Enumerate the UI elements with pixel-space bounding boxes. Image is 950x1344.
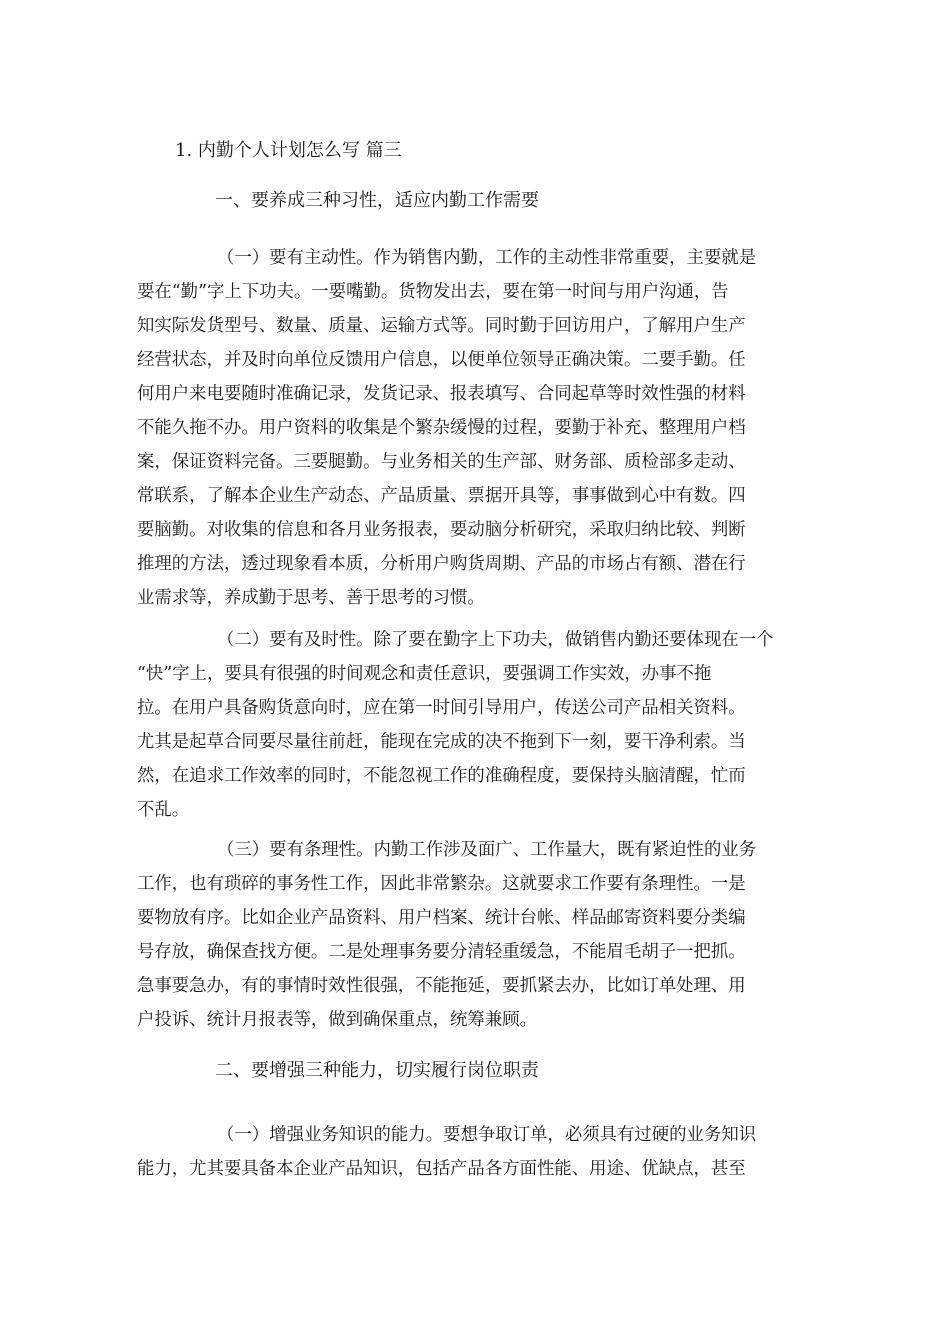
paragraph-line: 何用户来电要随时准确记录，发货记录、报表填写、合同起草等时效性强的材料 [137,384,746,404]
paragraph-line: （一）增强业务知识的能力。要想争取订单，必须具有过硬的业务知识 [217,1125,757,1145]
paragraph-line: “快”字上，要具有很强的时间观念和责任意识，要强调工作实效，办事不拖 [137,664,712,684]
section-heading-1: 一、要养成三种习性，适应内勤工作需要 [215,190,539,211]
paragraph-line: 业需求等，养成勤于思考、善于思考的习惯。 [137,588,485,608]
paragraph-timeliness [137,623,807,827]
paragraph-line: （三）要有条理性。内勤工作涉及面广、工作量大，既有紧迫性的业务 [217,840,757,860]
paragraph-business-knowledge [137,1118,807,1186]
paragraph-line: 户投诉、统计月报表等，做到确保重点，统筹兼顾。 [137,1010,537,1030]
paragraph-line: 不乱。 [137,800,190,820]
section-heading-2: 二、要增强三种能力，切实履行岗位职责 [215,1060,539,1081]
paragraph-line: 工作，也有琐碎的事务性工作，因此非常繁杂。这就要求工作要有条理性。一是 [137,874,746,894]
paragraph-line: 能力，尤其要具备本企业产品知识，包括产品各方面性能、用途、优缺点，甚至 [137,1159,746,1179]
document-title: 1. 内勤个人计划怎么写 篇三 [175,140,402,161]
paragraph-line: 案，保证资料完备。三要腿勤。与业务相关的生产部、财务部、质检部多走动、 [137,452,746,472]
paragraph-orderliness [137,833,807,1037]
paragraph-line: 急事要急办，有的事情时效性很强，不能拖延，要抓紧去办，比如订单处理、用 [137,976,746,996]
paragraph-line: 拉。在用户具备购货意向时，应在第一时间引导用户，传送公司产品相关资料。 [137,698,746,718]
paragraph-line: 号存放，确保查找方便。二是处理事务要分清轻重缓急，不能眉毛胡子一把抓。 [137,942,746,962]
paragraph-initiative [137,241,807,615]
paragraph-line: 常联系，了解本企业生产动态、产品质量、票据开具等，事事做到心中有数。四 [137,486,746,506]
paragraph-line: 经营状态，并及时向单位反馈用户信息，以便单位领导正确决策。二要手勤。任 [137,350,746,370]
paragraph-line: 尤其是起草合同要尽量往前赶，能现在完成的决不拖到下一刻，要干净利索。当 [137,732,746,752]
paragraph-line: （一）要有主动性。作为销售内勤，工作的主动性非常重要，主要就是 [217,248,757,268]
paragraph-line: 知实际发货型号、数量、质量、运输方式等。同时勤于回访用户，了解用户生产 [137,316,746,336]
paragraph-line: （二）要有及时性。除了要在勤字上下功夫，做销售内勤还要体现在一个 [217,630,774,650]
paragraph-line: 要物放有序。比如企业产品资料、用户档案、统计台帐、样品邮寄资料要分类编 [137,908,746,928]
paragraph-line: 不能久拖不办。用户资料的收集是个繁杂缓慢的过程，要勤于补充、整理用户档 [137,418,746,438]
paragraph-line: 要在“勤”字上下功夫。一要嘴勤。货物发出去，要在第一时间与用户沟通，告 [137,282,729,302]
paragraph-line: 推理的方法，透过现象看本质，分析用户购货周期、产品的市场占有额、潜在行 [137,554,746,574]
paragraph-line: 然，在追求工作效率的同时，不能忽视工作的准确程度，要保持头脑清醒，忙而 [137,766,746,786]
paragraph-line: 要脑勤。对收集的信息和各月业务报表，要动脑分析研究，采取归纳比较、判断 [137,520,746,540]
